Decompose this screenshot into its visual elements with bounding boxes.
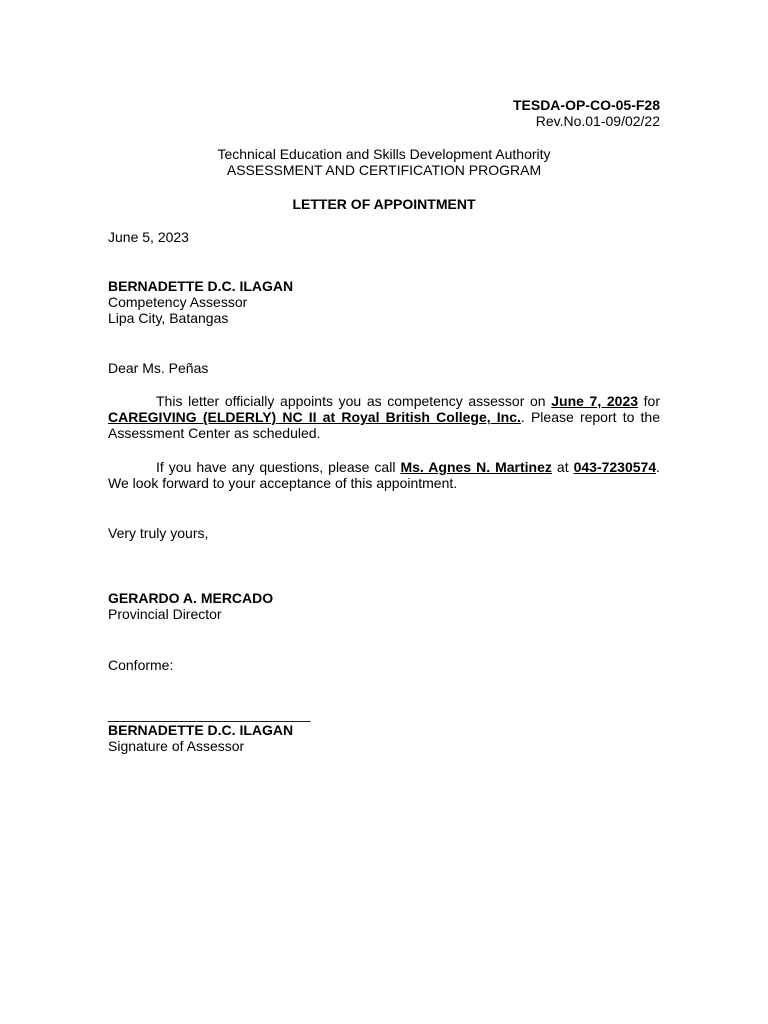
addressee-name: BERNADETTE D.C. ILAGAN bbox=[108, 278, 294, 294]
paragraph2-text-c: . We look forward to your acceptance of this appointment. bbox=[108, 459, 661, 491]
signatory-block bbox=[108, 590, 660, 622]
assessor-name: BERNADETTE D.C. ILAGAN bbox=[108, 722, 294, 738]
paragraph1-text-c: . Please report to the Assessment Center as scheduled. bbox=[108, 409, 660, 441]
form-code: TESDA-OP-CO-05-F28 bbox=[512, 97, 660, 113]
agency-header bbox=[108, 146, 660, 178]
salutation: Dear Ms. Peñas bbox=[108, 360, 209, 376]
paragraph2-text-a: If you have any questions, please call bbox=[156, 459, 401, 475]
form-header bbox=[108, 97, 660, 129]
addressee-block bbox=[108, 278, 660, 326]
signature-line: __________________________ bbox=[108, 706, 311, 722]
assessor-signature-block bbox=[108, 706, 660, 754]
assessor-caption: Signature of Assessor bbox=[108, 738, 245, 754]
closing: Very truly yours, bbox=[108, 525, 209, 541]
assessment-date: June 7, 2023 bbox=[551, 393, 639, 409]
paragraph2-text-b: at bbox=[551, 459, 574, 475]
revision-number: Rev.No.01-09/02/22 bbox=[535, 113, 660, 129]
contact-name: Ms. Agnes N. Martinez bbox=[400, 459, 552, 475]
signatory-title: Provincial Director bbox=[108, 606, 222, 622]
conforme-label: Conforme: bbox=[108, 657, 174, 673]
addressee-location: Lipa City, Batangas bbox=[108, 310, 229, 326]
body-paragraph-1 bbox=[108, 393, 660, 441]
letter-title: LETTER OF APPOINTMENT bbox=[292, 196, 476, 212]
paragraph1-text-b: for bbox=[638, 393, 660, 409]
qualification-name: CAREGIVING (ELDERLY) NC II at Royal British College, Inc. bbox=[108, 409, 521, 425]
addressee-position: Competency Assessor bbox=[108, 294, 248, 310]
contact-phone: 043-7230574 bbox=[573, 459, 657, 475]
signatory-name: GERARDO A. MERCADO bbox=[108, 590, 274, 606]
paragraph1-text-a: This letter officially appoints you as competency assessor on bbox=[156, 393, 552, 409]
body-paragraph-2 bbox=[108, 459, 660, 491]
program-name: ASSESSMENT AND CERTIFICATION PROGRAM bbox=[226, 162, 542, 178]
letter-date: June 5, 2023 bbox=[108, 229, 189, 245]
agency-name: Technical Education and Skills Development Authority bbox=[217, 146, 551, 162]
